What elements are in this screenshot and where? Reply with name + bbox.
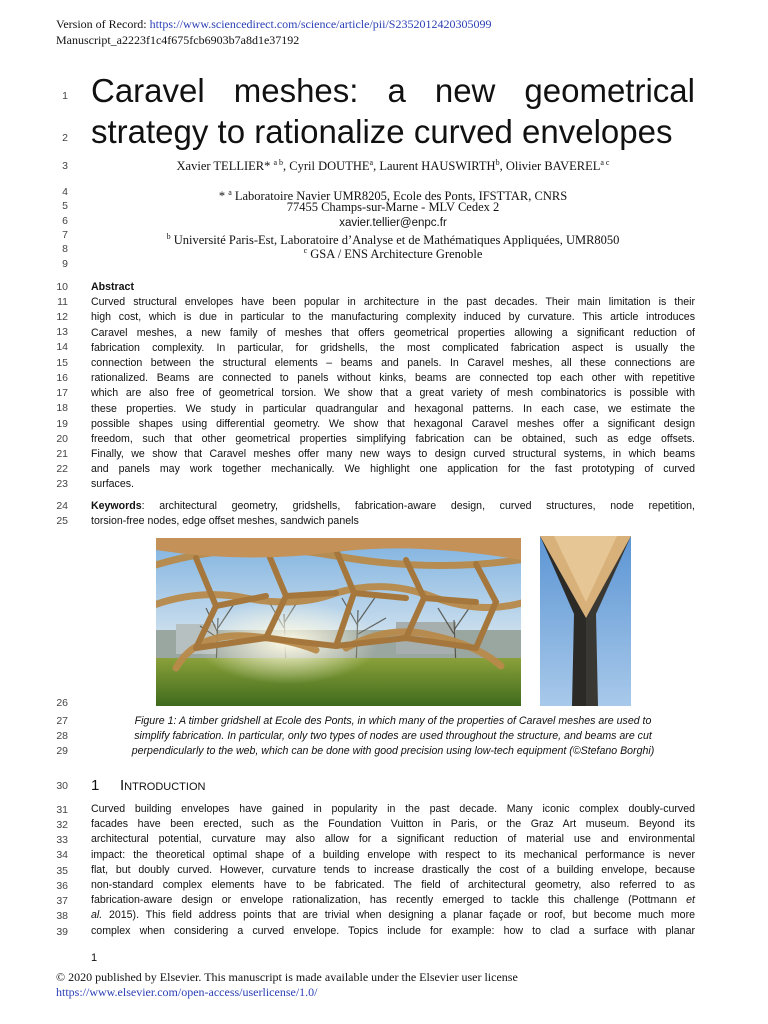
line-number: 8 [62,243,68,255]
line-number: 5 [62,200,68,212]
line-number: 21 [56,448,68,460]
line-number: 31 [56,804,68,816]
affiliation-a-address: 77455 Champs-sur-Marne - MLV Cedex 2 [286,200,500,214]
abstract-line: rationalized. Beams are connected to panels without kinks, beams are connected top each other with repetitive [91,372,695,385]
caption-line-3: perpendicularly to the web, which can be done with good precision using low-tech equipment (©Stefano Borghi) [131,745,655,758]
line-number: 7 [62,229,68,241]
node-detail-photo [540,536,631,706]
license-text: © 2020 published by Elsevier. This manuscript is made available under the Elsevier user license [56,970,518,984]
affiliation-c: $^c$ GSA / ENS Architecture Grenoble [303,246,483,262]
abstract-line: which are also free of geometrical torsion. We show that a great variety of mesh combinatorics is possible with [91,387,695,400]
keywords-line-2: torsion-free nodes, edge offset meshes, sandwich panels [91,515,359,528]
line-number: 38 [56,910,68,922]
line-number: 2 [62,132,68,144]
line-number: 22 [56,463,68,475]
keywords [91,499,695,529]
line-number: 30 [56,780,68,792]
introduction-line: complex when considering a curved envelope. Topics include for example: how to clad a surface with planar [91,924,695,937]
affiliation-a: * $^a$ Laboratoire Navier UMR8205, Ecole des Ponts, IFSTTAR, CNRS [218,188,568,204]
introduction-line: impact: the theoretical optimal shape of a building envelope with respect to its mechanical performance is never [91,848,695,861]
abstract [91,280,695,493]
line-number: 25 [56,515,68,527]
affiliation-b: $^b$ Université Paris-Est, Laboratoire d’Analyse et de Mathématiques Appliquées, UMR8050 [166,232,620,248]
title-line-1 [91,70,695,111]
line-number: 29 [56,745,68,757]
authors: Xavier TELLIER* $^{a b}$, Cyril DOUTHE$^a$, Laurent HAUSWIRTH$^b$, Olivier $BAVEREL^{a c}$ [176,158,610,174]
introduction-line: Curved building envelopes have gained in popularity in the past decade. Many iconic complex doubly-curved [91,803,695,815]
introduction-line: facades have been erected, such as the Foundation Vuitton in Paris, or the Graz Art museum. Beyond its [91,818,695,831]
page-number: 1 [91,952,98,964]
section-number: 1 [91,777,100,794]
line-number: 14 [56,341,68,353]
line-number: 34 [56,849,68,861]
introduction-body [91,802,695,939]
line-number: 33 [56,834,68,846]
abstract-line: and panels may work together mechanically. We highlight one application for the fast prototyping of curved [91,463,695,476]
line-number: 4 [62,186,68,198]
line-number: 11 [57,296,68,308]
abstract-line: high cost, which is due in particular to the manufacturing complexity induced by curvature. This article introduces [91,311,695,324]
line-number: 15 [56,357,68,369]
title-word: geometrical [524,72,695,109]
introduction-line: architectural potential, curvature may also allow for a significant reduction of material use and environmental [91,833,695,846]
version-of-record [56,16,491,48]
introduction-line: al. 2015). This field address points that are trivial when designing a planar façade or roof, but become much more [91,909,695,922]
line-number: 39 [56,926,68,938]
manuscript-id: Manuscript_a2223f1c4f675fcb6903b7a8d1e37192 [56,33,300,47]
abstract-line: surfaces. [91,478,134,491]
line-number: 24 [56,500,68,512]
section-heading [91,777,205,794]
line-number: 35 [56,865,68,877]
email-link[interactable]: xavier.tellier@enpc.fr [339,217,447,229]
introduction-line: flat, but doubly curved. However, curvature tends to increase drastically the cost of a building envelope, because [91,863,695,876]
line-number: 13 [56,326,68,338]
paper-title [91,70,695,152]
line-number: 6 [62,215,68,227]
line-number: 10 [56,281,68,293]
abstract-line: Finally, we show that Caravel meshes offer many new ways to design curved structural systems, in which beams [91,448,695,461]
abstract-body [91,295,695,492]
keywords-label: Keywords [91,500,142,512]
license-link[interactable]: https://www.elsevier.com/open-access/userlicense/1.0/ [56,985,318,999]
title-line-2: strategy to rationalize curved envelopes [91,113,673,150]
title-word: meshes: [233,72,359,109]
line-number: 12 [56,311,68,323]
line-number: 19 [56,418,68,430]
figure-caption [91,714,695,760]
line-number: 3 [62,160,68,172]
abstract-line: connection between the structural elements – beams and panels. In Caravel meshes, all these connections are [91,356,695,369]
abstract-line: freedom, such that other geometrical properties simplifying fabrication can be obtained, such as edge offsets. [91,432,695,445]
abstract-line: fabrication complexity. In particular, for gridshells, the most complicated fabrication aspect is usually the [91,341,695,354]
title-word: Caravel [91,72,205,109]
line-number: 32 [56,819,68,831]
line-number: 23 [56,478,68,490]
line-number: 16 [56,372,68,384]
section-title: Introduction [120,777,206,794]
version-link[interactable]: https://www.sciencedirect.com/science/article/pii/S2352012420305099 [149,17,492,31]
version-label: Version of Record: [56,17,150,31]
abstract-line: these properties. We study in particular quadrangular and hexagonal patterns. In each case, we estimate the [91,402,695,415]
title-word: new [434,72,496,109]
line-number: 26 [56,697,68,709]
keywords-line-1: : architectural geometry, gridshells, fabrication-aware design, curved structures, node repetition, [141,500,695,512]
line-number: 1 [62,90,68,102]
abstract-line: Curved structural envelopes have been popular in architecture in the past decades. Their main limitation is their [91,296,695,309]
line-number: 20 [56,433,68,445]
abstract-line: Caravel meshes, a new family of meshes that offers geometrical properties allowing a significant reduction of [91,326,695,339]
line-number: 36 [56,880,68,892]
introduction-line: fabrication-aware design or envelope rationalization, has recently emerged to tackle this challenge (Pottmann et [91,894,695,907]
line-number: 37 [56,895,68,907]
line-number: 18 [56,402,68,414]
caption-line-2: simplify fabrication. In particular, only two types of nodes are used throughout the structure, and beams are cut [134,730,652,743]
line-number: 27 [56,715,68,727]
title-word: a [387,72,406,109]
line-number: 9 [62,258,68,270]
line-number: 28 [56,730,68,742]
line-number: 17 [56,387,68,399]
abstract-heading: Abstract [91,281,134,293]
license-footer [56,970,518,1000]
introduction-line: non-standard complex elements have to be fabricated. The field of architectural geometry, also referred to as [91,878,695,891]
caption-line-1: Figure 1: A timber gridshell at Ecole des Ponts, in which many of the properties of Caravel meshes are used to [134,715,652,727]
abstract-line: possible shapes using differential geometry. We show that hexagonal Caravel meshes offer a significant design [91,417,695,430]
gridshell-photo [156,538,521,706]
